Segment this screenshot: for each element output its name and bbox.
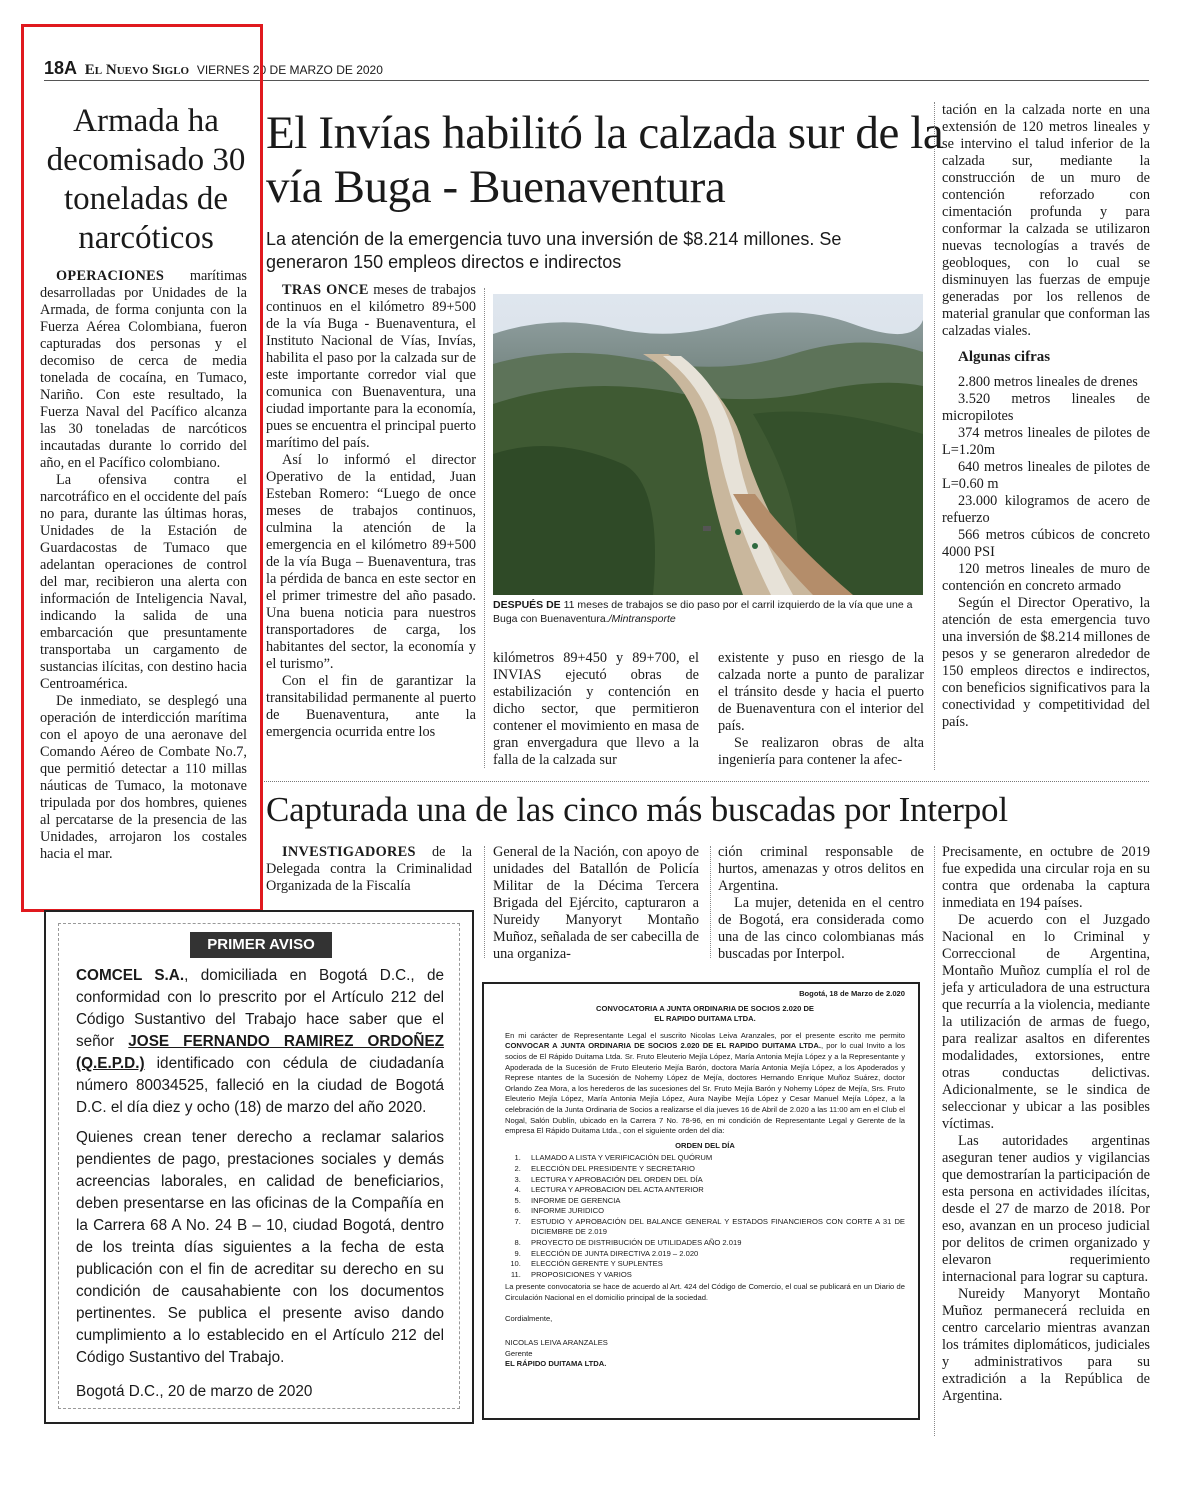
main-article-p1: meses de trabajos continuos en el kilómetro 89+500 de la vía Buga - Buenaventura, el Instituto Nacional de Vías, Invías, habilita el paso por la calzada sur de este importante corredor vial que comunica con Buenaventura, una ciudad importante para la economía, pues se encuentra el principal puerto marítimo del país. — [266, 282, 476, 451]
newspaper-brand: El Nuevo Siglo — [84, 62, 190, 78]
second-article-col2 — [493, 844, 699, 963]
figure-item: 2.800 metros lineales de drenes — [958, 374, 1138, 390]
main-article-col3 — [718, 650, 924, 769]
left-article-headline: Armada ha decomisado 30 toneladas de narcóticos — [46, 103, 246, 256]
call-body-a: En mi carácter de Representante Legal el suscrito Nicolas Leiva Aranzales, por el presente escrito me permito — [505, 1030, 905, 1040]
figure-item: 640 metros lineales de pilotes de L=0.60 m — [942, 459, 1150, 492]
assembly-call-text — [505, 989, 905, 1370]
call-signer-role: Gerente — [505, 1348, 533, 1358]
second-article-col1-text: de la Delegada contra la Criminalidad Organizada de la Fiscalía — [266, 844, 472, 894]
agenda-item: 8. PROYECTO DE DISTRIBUCIÓN DE UTILIDADES AÑO 2.019 — [523, 1238, 905, 1249]
legal-notice-title: PRIMER AVISO — [190, 932, 332, 958]
road-aerial-photo — [493, 294, 923, 595]
agenda-item: 5. INFORME DE GERENCIA — [523, 1196, 905, 1207]
agenda-item: 9. ELECCIÓN DE JUNTA DIRECTIVA 2.019 – 2.020 — [523, 1249, 905, 1260]
second-article-col1 — [266, 844, 472, 895]
main-article-col4-p2: Según el Director Operativo, la atención de esta emergencia tuvo una inversión de $8.214 millones de pesos y se generaron alrededor de 150 empleos directos e indirectos, con beneficios significativos para la conectividad y competitividad del país. — [942, 595, 1150, 730]
section-divider — [264, 781, 1149, 782]
issue-date: VIERNES 20 DE MARZO DE 2020 — [196, 63, 383, 77]
call-body-bold: CONVOCAR A JUNTA ORDINARIA DE SOCIOS 2.020 DE EL RAPIDO DUITAMA LTDA. — [505, 1041, 821, 1051]
main-article-lead: TRAS ONCE — [282, 282, 369, 298]
main-article-col2-text: kilómetros 89+450 y 89+700, el INVIAS ejecutó obras de estabilización y contención en dicho sector, que permitieron contener el movimiento en masa de gran envergadura que llevo a la falla de la calzada sur — [493, 650, 699, 768]
main-article-p3: Con el fin de garantizar la transitabilidad permanente al puerto de Buenaventura, ante la emergencia ocurrida entre los — [266, 673, 476, 740]
left-article-p3: De inmediato, se desplegó una operación de interdicción marítima con el apoyo de una aeronave del Comando Aéreo de Combate No.7, que permitió detectar a 110 millas náuticas de Tumaco, la motonave tripulada por dos hombres, quienes al percatarse de la presencia de las Unidades, arrojaron los costales hacia el mar. — [40, 693, 247, 862]
second-article-col3-p1: ción criminal responsable de hurtos, amenazas y otros delitos en Argentina. — [718, 844, 924, 894]
call-signer: NICOLAS LEIVA ARANZALES — [505, 1338, 608, 1348]
main-article-col3-p1: existente y puso en riesgo de la calzada norte a punto de paralizar el tránsito desde y hacia el puerto de Buenaventura con el interior del país. — [718, 650, 924, 734]
column-rule — [484, 288, 485, 768]
call-title: CONVOCATORIA A JUNTA ORDINARIA DE SOCIOS 2.020 DE — [596, 1003, 814, 1013]
call-closing: La presente convocatoria se hace de acuerdo al Art. 424 del Código de Comercio, el cual se publicará en un Diario de Circulación Nacional en el domicilio principal de la sociedad. — [505, 1282, 905, 1303]
call-date: Bogotá, 18 de Marzo de 2.020 — [799, 989, 905, 998]
figure-item: 120 metros lineales de muro de contención en concreto armado — [942, 561, 1150, 594]
call-cordial: Cordialmente, — [505, 1313, 553, 1323]
photo-caption — [493, 598, 923, 626]
agenda-item: 4. LECTURA Y APROBACION DEL ACTA ANTERIOR — [523, 1185, 905, 1196]
notice-text-b: identificado con cédula de ciudadanía número 80034525, falleció en la ciudad de Bogotá D.C. el día diez y ocho (18) de marzo del año 2020. — [76, 1055, 444, 1116]
figures-list — [942, 374, 1150, 595]
main-article-headline: El Invías habilitó la calzada sur de la vía Buga - Buenaventura — [266, 107, 944, 213]
agenda-title: ORDEN DEL DÍA — [675, 1140, 735, 1150]
photo-credit: /Mintransporte — [608, 613, 676, 625]
second-article-col4-p1: Precisamente, en octubre de 2019 fue expedida una circular roja en su contra que ordenaba la captura inmediata en 194 países. — [942, 844, 1150, 911]
agenda-item: 6. INFORME JURIDICO — [523, 1206, 905, 1217]
notice-paragraph-2: Quienes crean tener derecho a reclamar salarios pendientes de pago, prestaciones sociales y demás acreencias laborales, en calidad de beneficiarios, deben presentarse en las oficinas de la Compañía en la Carrera 68 A No. 24 B – 10, ciudad Bogotá, dentro de los treinta días siguientes a la fecha de esta publicación con el fin de acreditar su derecho en su condición de causahabiente con los documentos pertinentes. Se publica el presente aviso dando cumplimiento a lo establecido en el Artículo 212 del Código Sustantivo del Trabajo. — [76, 1129, 444, 1366]
left-article-lead: OPERACIONES — [56, 268, 165, 284]
second-article-col3 — [718, 844, 924, 963]
second-article-headline: Capturada una de las cinco más buscadas por Interpol — [266, 790, 1008, 829]
notice-qepd: (Q.E.P.D.) — [76, 1055, 145, 1072]
notice-signoff: Bogotá D.C., 20 de marzo de 2020 — [76, 1383, 313, 1400]
main-article-col4-p1: tación en la calzada norte en una extensión de 120 metros lineales y se intervino el talud inferior de la calzada sur, mediante la construcción de un muro de contención reforzado con cimentación profunda y para conformar la calzada se utilizaron nuevas tecnologías a través de geobloques, con lo cual se disminuyen las fuerzas de empuje generadas por los rellenos de material granular que conforman las calzadas viales. — [942, 102, 1150, 339]
second-article-col4-p4: Nureidy Manyoryt Montaño Muñoz permanecerá recluida en centro carcelario mientras avanzan los trámites diplomáticos, judiciales y administrativos para su extradición a la República de Argentina. — [942, 1286, 1150, 1404]
figure-item: 374 metros lineales de pilotes de L=1.20m — [942, 425, 1150, 458]
column-rule — [934, 102, 935, 770]
left-article-p2: La ofensiva contra el narcotráfico en el occidente del país no para, durante las últimas horas, Unidades de la Estación de Guardacostas de Tumaco que adelantan operaciones de control del mar, recibieron una alerta con información de Inteligencia Naval, indicando la salida de una embarcación que presuntamente transportaba un cargamento de sustancias ilícitas, con destino hacia Centroamérica. — [40, 472, 247, 692]
notice-text-a: , domiciliada en Bogotá D.C., de conformidad con lo prescrito por el Artículo 212 del Código Sustantivo del Trabajo hace saber que el señor — [76, 967, 444, 1050]
call-body-b: , por lo cual Invito a los socios de El Rápido Duitama Ltda. Sr. Fruto Eleuterio Mejía López, María Antonia Mejía López y a la Representante y Apoderada de la Sucesión de Fruto Eleuterio Mejía Barón, doctora María Antonia Mejía López, a los Apoderados y Represe ntantes de la Sucesión de Nohemy López de Mejía, doctores Hernando Enrique Muñoz Suárez, doctor Orlando Zea Mora, a los herederos de las sucesiones del Sr. Fruto Mejía Barón y Nohemy López de Mejía, Srs. Fruto Eleuterio Mejía López, María Antonia Mejía López, Aura Nayibe Mejía López y Cesar Manuel Mejía López, a la celebración de la Junta Ordinaria de Socios a realizarse el día jueves 16 de Abril de 2.020 a las 11:00 am en el Club el Nogal, Salón Dublín, ubicado en la Carrera 7 No. 78-96, en mi condición de Representante Legal y Gerente de la empresa El Rápido Duitama Ltda., con el siguiente orden del día: — [505, 1041, 905, 1136]
column-rule — [710, 846, 711, 958]
agenda-item: 10. ELECCIÓN GERENTE Y SUPLENTES — [523, 1259, 905, 1270]
column-rule — [484, 846, 485, 958]
agenda-list — [523, 1153, 905, 1280]
second-article-lead: INVESTIGADORES — [282, 844, 416, 860]
left-article-body — [40, 268, 247, 863]
main-article-col4 — [942, 102, 1150, 731]
call-company-title: EL RAPIDO DUITAMA LTDA. — [654, 1014, 756, 1024]
second-article-col4-p2: De acuerdo con el Juzgado Nacional en lo Criminal y Correccional de Argentina, Montaño Muñoz cumplía el rol de jefa y articuladora de una estructura que recurría a la violencia, mediante la utilización de armas de fuego, para realizar asaltos en diferentes modalidades, extorsiones, entre otras conductas delictivas. Adicionalmente, se le sindica de seleccionar y ubicar a las posibles víctimas. — [942, 912, 1150, 1132]
agenda-item: 1. LLAMADO A LISTA Y VERIFICACIÓN DEL QUÓRUM — [523, 1153, 905, 1164]
figures-subhead: Algunas cifras — [958, 349, 1051, 365]
agenda-item: 11. PROPOSICIONES Y VARIOS — [523, 1270, 905, 1281]
main-article-col2 — [493, 650, 699, 769]
page-number: 18A — [44, 58, 78, 78]
main-article-col3-p2: Se realizaron obras de alta ingeniería para contener la afec- — [718, 735, 924, 768]
second-article-col4 — [942, 844, 1150, 1405]
caption-text: 11 meses de trabajos se dio paso por el carril izquierdo de la vía que une a Buga con Buenaventura. — [493, 599, 913, 625]
main-article-deck: La atención de la emergencia tuvo una inversión de $8.214 millones. Se generaron 150 empleos directos e indirectos — [266, 229, 842, 272]
road-photo-illustration — [493, 294, 923, 595]
second-article-col2-text: General de la Nación, con apoyo de unidades del Batallón de Policía Militar de la Décima Tercera Brigada del Ejército, capturaron a Nureidy Manyoryt Montaño Muñoz, señalada de ser cabecilla de una organiza- — [493, 844, 699, 962]
second-article-col4-p3: Las autoridades argentinas aseguran tener audios y vigilancias que demostrarían la participación de esta persona en actividades ilícitas, desde el 27 de marzo de 2018. Por eso, avanzan en un proceso judicial por delitos de crimen organizado y elevaron requerimiento internacional para lograr su captura. — [942, 1133, 1151, 1285]
notice-company: COMCEL S.A. — [76, 967, 185, 984]
second-article-col3-p2: La mujer, detenida en el centro de Bogotá, era considerada como una de las cinco colombianas más buscadas por Interpol. — [718, 895, 924, 962]
caption-lead: DESPUÉS DE — [493, 599, 561, 611]
figure-item: 3.520 metros lineales de micropilotes — [942, 391, 1150, 424]
notice-deceased-name: JOSE FERNANDO RAMIREZ ORDOÑEZ — [128, 1033, 445, 1050]
column-rule — [934, 846, 935, 1436]
figure-item: 23.000 kilogramos de acero de refuerzo — [942, 493, 1150, 526]
legal-notice-text — [76, 965, 444, 1411]
left-article-p1: marítimas desarrolladas por Unidades de la Armada, de forma conjunta con la Fuerza Aérea Colombiana, fueron capturadas dos personas y el decomiso de cerca de media tonelada de cocaína, en Tumaco, Nariño. Con este resultado, la Fuerza Naval del Pacífico alcanza las 30 toneladas de narcóticos incautadas durante lo corrido del año, en el Pacífico colombiano. — [40, 268, 247, 471]
call-signer-company: EL RÁPIDO DUITAMA LTDA. — [505, 1359, 607, 1369]
main-article-p2: Así lo informó el director Operativo de la entidad, Juan Esteban Romero: “Luego de once meses de trabajos continuos, culmina la atención de la emergencia en el kilómetro 89+500 de la vía Buga – Buenaventura, tras la pérdida de banca en este sector en el primer trimestre del año pasado. Una buena noticia para nuestros transportadores de carga, los habitantes del sector, la economía y el turismo”. — [266, 452, 476, 672]
agenda-item: 2. ELECCIÓN DEL PRESIDENTE Y SECRETARIO — [523, 1164, 905, 1175]
agenda-item: 7. ESTUDIO Y APROBACIÓN DEL BALANCE GENERAL Y ESTADOS FINANCIEROS CON CORTE A 31 DE DICIEMBRE DE 2.019 — [523, 1217, 905, 1238]
main-article-col1 — [266, 282, 476, 741]
figure-item: 566 metros cúbicos de concreto 4000 PSI — [942, 527, 1150, 560]
agenda-item: 3. LECTURA Y APROBACIÓN DEL ORDEN DEL DÍA — [523, 1175, 905, 1186]
